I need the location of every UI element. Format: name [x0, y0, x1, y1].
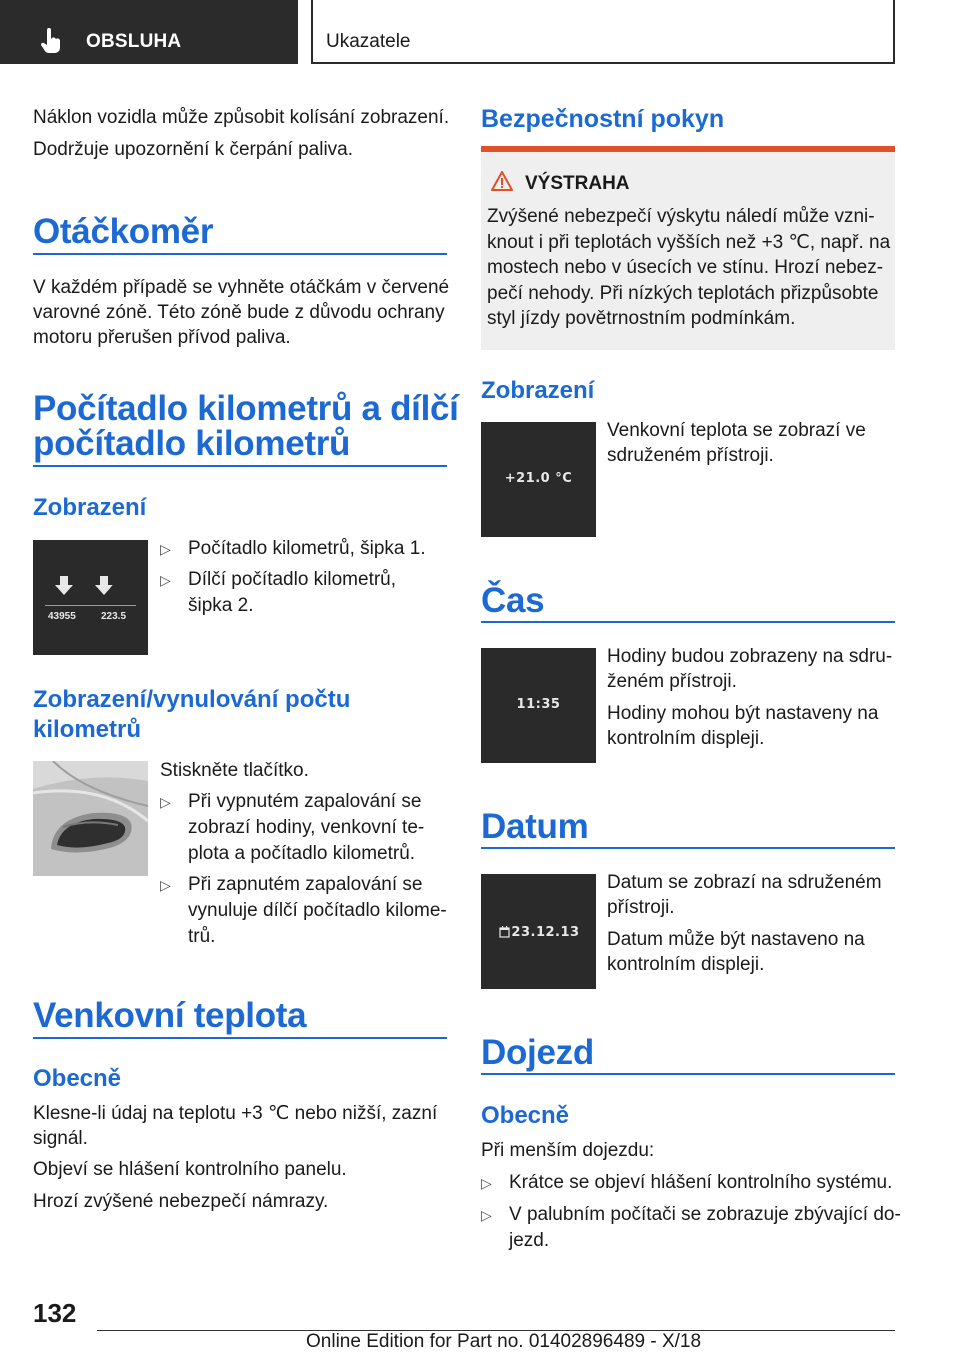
time-screen-value: 11:35 — [516, 697, 561, 712]
temp-text-3: Objeví se hlášení kontrolního panelu. — [33, 1159, 347, 1180]
time-text-2: ženém přístroji. — [607, 671, 737, 692]
temp-text-1: Klesne-li údaj na teplotu +3 ℃ nebo nižší, zazní — [33, 1103, 438, 1124]
list-item — [160, 872, 450, 950]
date-text-4: kontrolním displeji. — [607, 954, 765, 975]
tach-text-1: V každém případě se vyhněte otáčkám v červené — [33, 277, 450, 298]
triangle-bullet-icon: ▷ — [160, 572, 171, 588]
warning-text — [487, 204, 891, 332]
bullet-text: vynuluje dílčí počítadlo kilome- — [188, 900, 447, 921]
odometer-heading-line-1: Počítadlo kilometrů a dílčí — [33, 389, 459, 428]
bullet-text: Krátce se objeví hlášení kontrolního systému. — [509, 1172, 893, 1193]
heading-rule — [33, 465, 447, 467]
temp-screen-value: +21.0 °C — [504, 471, 573, 486]
warning-box — [481, 146, 895, 350]
range-lead: Při menším dojezdu: — [481, 1140, 655, 1161]
triangle-bullet-icon: ▷ — [160, 877, 171, 893]
bullet-text: Dílčí počítadlo kilometrů, — [188, 569, 397, 590]
reset-button-photo — [33, 761, 148, 876]
time-heading: Čas — [481, 581, 545, 620]
triangle-bullet-icon: ▷ — [481, 1175, 492, 1191]
heading-rule — [33, 1037, 447, 1039]
warning-line: knout i při teplotách vyšších než +3 ℃, např. na — [487, 231, 891, 253]
heading-rule — [481, 621, 895, 623]
trip-value: 223.5 — [101, 611, 127, 622]
tach-text-3: motoru přerušen přívod paliva. — [33, 327, 291, 348]
edition-text: Online Edition for Part no. 01402896489 - X/18 — [306, 1331, 702, 1352]
warning-triangle-icon — [491, 171, 513, 191]
list-item — [481, 1170, 901, 1196]
temp-text-2: signál. — [33, 1128, 88, 1149]
arrow-label-2: 2 — [110, 578, 117, 592]
section-label: OBSLUHA — [86, 31, 182, 52]
page-number: 132 — [33, 1298, 77, 1328]
temp-display-heading: Zobrazení — [481, 377, 595, 404]
date-text-2: přístroji. — [607, 897, 675, 918]
warning-line: pečí nehody. Při nízkých teplotách přizpůsobte — [487, 282, 879, 304]
bullet-text: plota a počítadlo kilometrů. — [188, 843, 416, 864]
temp-general-heading: Obecně — [33, 1065, 122, 1092]
triangle-bullet-icon: ▷ — [481, 1207, 492, 1223]
date-text-3: Datum může být nastaveno na — [607, 929, 865, 950]
triangle-bullet-icon: ▷ — [160, 541, 171, 557]
bullet-text: Počítadlo kilometrů, šipka 1. — [188, 538, 426, 559]
time-text-4: kontrolním displeji. — [607, 728, 765, 749]
odometer-display-heading: Zobrazení — [33, 494, 147, 521]
intro-line-2: Dodržuje upozornění k čerpání paliva. — [33, 139, 354, 160]
range-heading: Dojezd — [481, 1033, 594, 1072]
list-item — [160, 536, 450, 562]
time-text-3: Hodiny mohou být nastaveny na — [607, 703, 879, 724]
odometer-value: 43955 — [48, 611, 76, 622]
hand-pointer-icon — [40, 28, 62, 54]
odometer-arrows-graphic — [33, 540, 148, 655]
temp-display-text-1: Venkovní teplota se zobrazí ve — [607, 420, 866, 441]
warning-line: Zvýšené nebezpečí výskytu náledí může vzni- — [487, 206, 875, 227]
list-item — [481, 1202, 901, 1254]
warning-title: VÝSTRAHA — [525, 173, 630, 194]
bullet-text: Při vypnutém zapalování se — [188, 791, 422, 812]
bullet-text: trů. — [188, 926, 216, 947]
triangle-bullet-icon: ▷ — [160, 794, 171, 810]
date-screen-value: 23.12.13 — [511, 925, 580, 940]
temp-text-4: Hrozí zvýšené nebezpečí námrazy. — [33, 1191, 329, 1212]
reset-lead: Stiskněte tlačítko. — [160, 760, 309, 781]
date-heading: Datum — [481, 807, 589, 846]
category-label: Ukazatele — [326, 31, 411, 52]
heading-rule — [33, 253, 447, 255]
outside-temp-heading: Venkovní teplota — [33, 996, 307, 1035]
warning-line: mostech nebo v úsecích ve stínu. Hrozí nebez- — [487, 257, 884, 279]
time-text-1: Hodiny budou zobrazeny na sdru- — [607, 646, 893, 667]
list-item — [160, 789, 450, 867]
temp-display-text-2: sdruženém přístroji. — [607, 445, 774, 466]
intro-line-1: Náklon vozidla může způsobit kolísání zobrazení. — [33, 107, 450, 128]
bullet-text: Při zapnutém zapalování se — [188, 874, 423, 895]
category-tab — [311, 0, 895, 64]
heading-rule — [481, 847, 895, 849]
list-item — [160, 567, 450, 619]
temp-display-image — [481, 422, 596, 537]
arrow-label-1: 1 — [70, 578, 77, 592]
reset-heading-line-2: kilometrů — [33, 716, 142, 743]
bullet-text: jezd. — [509, 1230, 550, 1251]
bullet-text: V palubním počítači se zobrazuje zbývající do- — [509, 1204, 901, 1225]
date-text-1: Datum se zobrazí na sdruženém — [607, 872, 882, 893]
section-tab — [0, 0, 298, 64]
odometer-heading-line-2: počítadlo kilometrů — [33, 424, 351, 463]
bullet-text: zobrazí hodiny, venkovní te- — [188, 817, 425, 838]
reset-heading-line-1: Zobrazení/vynulování počtu — [33, 686, 351, 713]
safety-heading: Bezpečnostní pokyn — [481, 105, 725, 133]
warning-bar — [481, 146, 895, 152]
tachometer-heading: Otáčkoměr — [33, 212, 214, 251]
odometer-display-image — [33, 540, 148, 655]
heading-rule — [481, 1073, 895, 1075]
tach-text-2: varovné zóně. Této zóně bude z důvodu ochrany — [33, 302, 445, 323]
range-general-heading: Obecně — [481, 1102, 570, 1129]
time-display-image — [481, 648, 596, 763]
bullet-text: šipka 2. — [188, 595, 254, 616]
date-display-image — [481, 874, 596, 989]
warning-line: styl jízdy povětrnostním podmínkám. — [487, 308, 796, 330]
